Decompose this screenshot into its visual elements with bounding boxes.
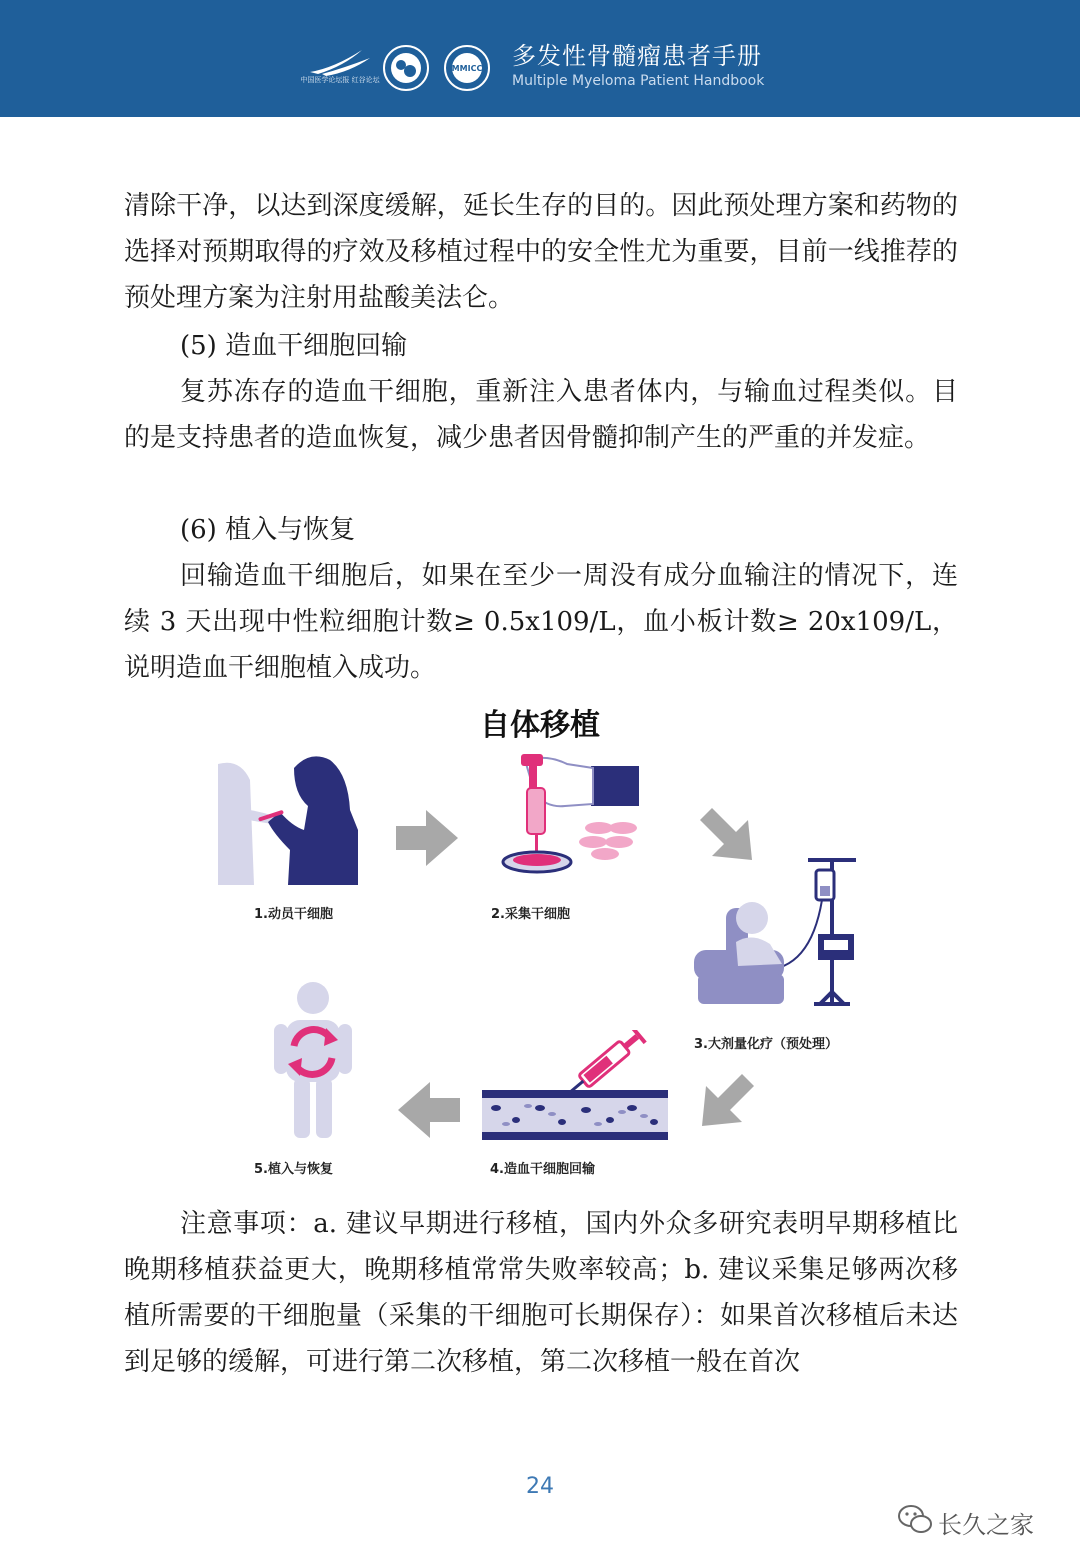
watermark-text: 长久之家 bbox=[938, 1511, 1034, 1539]
mmicc-logo-icon bbox=[442, 44, 492, 92]
paragraph-conditioning: 清除干净，以达到深度缓解，延长生存的目的。因此预处理方案和药物的选择对预期取得的疗效及移植过程中的安全性尤为重要，目前一线推荐的预处理方案为注射用盐酸美法仑。 bbox=[124, 191, 958, 313]
wechat-icon bbox=[896, 1502, 934, 1538]
paragraph-engraftment: 回输造血干细胞后，如果在至少一周没有成分血输注的情况下，连续 3 天出现中性粒细胞计数≥ 0.5x109/L，血小板计数≥ 20x109/L，说明造血干细胞植入成功。 bbox=[124, 561, 958, 683]
chemotherapy-illustration bbox=[690, 852, 870, 1020]
handbook-subtitle: Multiple Myeloma Patient Handbook bbox=[512, 73, 765, 89]
section-heading-6: (6) 植入与恢复 bbox=[180, 515, 356, 545]
step-4-label: 4.造血干细胞回输 bbox=[490, 1162, 595, 1177]
header-banner bbox=[0, 0, 1080, 117]
step-5-label: 5.植入与恢复 bbox=[254, 1162, 333, 1177]
step-2-label: 2.采集干细胞 bbox=[491, 907, 570, 922]
step-3-label: 3.大剂量化疗（预处理） bbox=[694, 1037, 838, 1052]
page-number: 24 bbox=[526, 1474, 554, 1499]
figure-title: 自体移植 bbox=[480, 708, 600, 743]
paragraph-reinfusion: 复苏冻存的造血干细胞，重新注入患者体内，与输血过程类似。目的是支持患者的造血恢复，减少患者因骨髓抑制产生的严重的并发症。 bbox=[124, 377, 958, 453]
section-heading-5: (5) 造血干细胞回输 bbox=[180, 331, 408, 361]
handbook-title: 多发性骨髓瘤患者手册 bbox=[512, 42, 762, 70]
society-seal-icon bbox=[382, 44, 430, 92]
arrow-down-left-icon bbox=[698, 1074, 754, 1130]
arrow-left-icon bbox=[398, 1082, 460, 1138]
mobilization-illustration bbox=[210, 750, 370, 890]
logo-caption: 中国医学论坛报 红谷论坛 bbox=[300, 76, 380, 84]
paragraph-precautions: 注意事项：a. 建议早期进行移植，国内外众多研究表明早期移植比晚期移植获益更大，晚期移植常常失败率较高；b. 建议采集足够两次移植所需要的干细胞量（采集的干细胞可长期保存）：如果首次移植后未达到足够的缓解，可进行第二次移植，第二次移植一般在首次 bbox=[124, 1209, 958, 1377]
publisher-logo-icon bbox=[304, 44, 376, 96]
collection-illustration bbox=[495, 750, 645, 885]
recovery-illustration bbox=[266, 980, 360, 1142]
arrow-right-icon bbox=[396, 810, 458, 866]
reinfusion-illustration bbox=[482, 1030, 672, 1142]
mmicc-logo-text: MMICC bbox=[451, 64, 483, 73]
step-1-label: 1.动员干细胞 bbox=[254, 907, 333, 922]
